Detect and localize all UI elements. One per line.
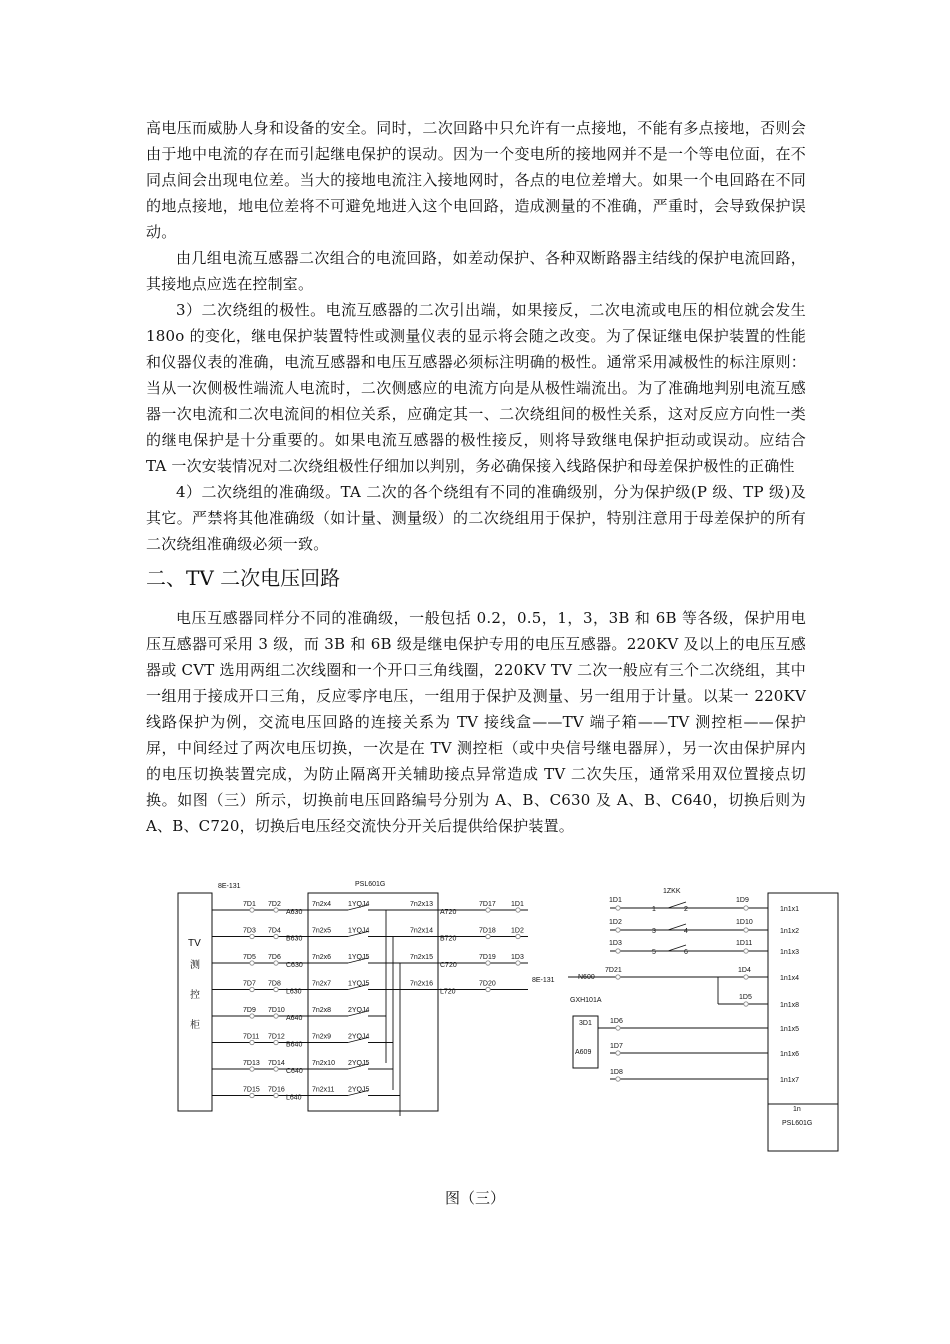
terminal [616, 906, 620, 910]
terminal-label: 7D6 [268, 954, 281, 961]
paragraph-3: 3）二次绕组的极性。电流互感器的二次引出端，如果接反，二次电流或电压的相位就会发生 180o 的变化，继电保护装置特性或测量仪表的显示将会随之改变。为了保证继电保护装置的性能和仪器仪表的准确，电流互感器和电压互感器必须标注明确的极性。通常采用减极性的标注原则：当从一次侧极性端流人电流时，二次侧感应的电流方向是从极性端流出。为了准确地判别电流互感器一次电流和二次电流间的相位关系，应确定其一、二次绕组间的极性关系，这对反应方向性一类的继电保护是十分重要的。如果电流互感器的极性接反，则将导致继电保护拒动或误动。应结合 TA 一次安装情况对二次绕组极性仔细加以判别，务必确保接入线路保护和母差保护极性的正确性 [146, 301, 806, 475]
cabinet-label-tv: TV [188, 938, 201, 949]
terminal-label: 7D18 [479, 927, 496, 935]
terminal-label: 7D13 [243, 1060, 260, 1067]
right-device-1n: 1n [793, 1106, 801, 1113]
terminal [250, 961, 254, 965]
gxh-label: GXH101A [570, 997, 602, 1004]
terminal-label: 7D1 [243, 901, 256, 908]
terminal [274, 1093, 278, 1097]
relay-label: 2YQJ4 [348, 1033, 370, 1041]
circuit-diagram [168, 868, 848, 1158]
terminal-label: 1D2 [609, 919, 622, 926]
terminal [616, 928, 620, 932]
section-heading: 二、TV 二次电压回路 [146, 566, 341, 590]
terminal [616, 949, 620, 953]
terminal [250, 908, 254, 912]
paragraph-4: 4）二次绕组的准确级。TA 二次的各个绕组有不同的准确级别，分为保护级(P 级、TP 级)及其它。严禁将其他准确级（如计量、测量级）的二次绕组用于保护，特别注意用于母差保护的所有二次绕组准确级必须一致。 [146, 483, 806, 553]
terminal [744, 975, 748, 979]
terminal-label: 1D2 [511, 927, 524, 935]
relay-label: 2YQJ5 [348, 1086, 370, 1094]
terminal-label: 7D12 [268, 1033, 285, 1041]
port-label: 7n2x14 [410, 927, 433, 935]
terminal [250, 1093, 254, 1097]
cabinet-label-3: 柜 [190, 1020, 200, 1031]
terminal [616, 975, 620, 979]
relay-term-a609: A609 [575, 1049, 592, 1056]
relay-label: 2YQJ4 [348, 1007, 370, 1014]
relay-label: 1YQJ4 [348, 901, 370, 908]
terminal-label: 1D7 [610, 1043, 623, 1050]
output-label: L720 [440, 988, 456, 996]
switch-pin: 1 [652, 906, 656, 913]
left-cabinet-id: 8E-131 [218, 883, 241, 890]
switch-pin: 5 [652, 949, 656, 956]
relay-label: 1YQJ4 [348, 927, 370, 935]
psl601g-right-box [768, 893, 838, 1151]
relay-label: 2YQJ5 [348, 1060, 370, 1067]
left-rows [212, 901, 528, 1102]
terminal [250, 934, 254, 938]
terminal [486, 934, 490, 938]
terminal-label: 7D7 [243, 980, 256, 988]
terminal-label: 7D15 [243, 1086, 260, 1094]
port-label: 7n2x15 [410, 954, 433, 961]
terminal [744, 949, 748, 953]
terminal-label: 1D6 [610, 1018, 623, 1025]
terminal-label: 1D1 [609, 897, 622, 904]
terminal [274, 1067, 278, 1071]
terminal-label: 7D20 [479, 980, 496, 988]
relay-label: 1YQJ5 [348, 980, 370, 988]
terminal [744, 928, 748, 932]
output-label: 1n1x8 [780, 1002, 800, 1009]
switch-pin: 2 [684, 906, 688, 913]
terminal [274, 961, 278, 965]
terminal [250, 987, 254, 991]
output-label: A720 [440, 909, 457, 916]
signal-label: B630 [286, 935, 303, 943]
signal-label: A630 [286, 909, 303, 916]
terminal-label: 1D3 [511, 954, 524, 961]
signal-label: L630 [286, 988, 302, 996]
terminal [486, 987, 490, 991]
terminal [744, 1002, 748, 1006]
port-label: 7n2x11 [312, 1086, 335, 1094]
circuit-diagram-svg [168, 868, 848, 1158]
output-label: 1n1x3 [780, 949, 800, 956]
switch-pin: 6 [684, 949, 688, 956]
terminal [516, 908, 520, 912]
terminal-label: 7D21 [605, 967, 622, 974]
terminal [616, 1026, 620, 1030]
paragraph-1: 高电压而威胁人身和设备的安全。同时，二次回路中只允许有一点接地，不能有多点接地，否则会由于地中电流的存在而引起继电保护的误动。因为一个变电所的接地网并不是一个等电位面，在不同点间会出现电位差。当大的接地电流注入接地网时，各点的电位差增大。如果一个电回路在不同的地点接地，地电位差将不可避免地进入这个电回路，造成测量的不准确，严重时，会导致保护误动。 [146, 119, 806, 241]
switch-pin: 4 [684, 928, 688, 935]
port-label: 7n2x13 [410, 901, 433, 908]
terminal-label: 1D3 [609, 940, 622, 947]
terminal-label: 7D2 [268, 901, 281, 908]
n600-label: N600 [578, 974, 595, 981]
output-label: 1n1x1 [780, 906, 800, 913]
terminal-label: 1D5 [739, 994, 752, 1001]
output-label: C720 [440, 962, 457, 969]
terminal-label: 1D11 [736, 940, 753, 947]
relay-label: 1YQJ5 [348, 954, 370, 961]
output-label: 1n1x4 [780, 975, 800, 982]
signal-label: A640 [286, 1015, 303, 1022]
terminal-label: 7D16 [268, 1086, 285, 1094]
terminal-label: 1D9 [736, 897, 749, 904]
figure-caption: 图（三） [444, 1189, 505, 1207]
terminal-label: 1D1 [511, 901, 524, 908]
terminal [274, 987, 278, 991]
psl601g-left-box [308, 893, 438, 1111]
terminal-label: 7D19 [479, 954, 496, 961]
terminal-label: 7D9 [243, 1007, 256, 1014]
terminal-label: 1D8 [610, 1069, 623, 1076]
terminal [616, 1077, 620, 1081]
paragraph-5: 电压互感器同样分不同的准确级，一般包括 0.2，0.5，1，3，3B 和 6B 等各级，保护用电压互感器可采用 3 级，而 3B 和 6B 级是继电保护专用的电压互感器。220KV 及以上的电压互感器或 CVT 选用两组二次线圈和一个开口三角线圈，220KV TV 二次一般应有三个二次绕组，其中一组用于接成开口三角，反应零序电压，一组用于保护及测量、另一组用于计量。以某一 220KV 线路保护为例，交流电压回路的连接关系为 TV 接线盒——TV 端子箱——TV 测控柜——保护屏，中间经过了两次电压切换，一次是在 TV 测控柜（或中央信号继电器屏），另一次由保护屏内的电压切换装置完成，为防止隔离开关辅助接点异常造成 TV 二次失压，通常采用双位置接点切换。如图（三）所示，切换前电压回路编号分别为 A、B、C630 及 A、B、C640，切换后则为 A、B、C720，切换后电压经交流快分开关后提供给保护装置。 [146, 609, 806, 835]
terminal [274, 1040, 278, 1044]
terminal [274, 1014, 278, 1018]
output-label: 1n1x2 [780, 928, 800, 935]
tv-cabinet-box [178, 893, 212, 1111]
terminal-label: 7D3 [243, 927, 256, 935]
cabinet-label-2: 控 [190, 990, 200, 1001]
terminal-label: 1D10 [736, 919, 753, 926]
left-device-label: PSL601G [355, 881, 386, 888]
port-label: 7n2x16 [410, 980, 433, 988]
terminal-label: 7D8 [268, 980, 281, 988]
switch-pin: 3 [652, 928, 656, 935]
port-label: 7n2x7 [312, 980, 332, 988]
terminal-label: 7D10 [268, 1007, 285, 1014]
port-label: 7n2x4 [312, 901, 332, 908]
signal-label: B640 [286, 1041, 303, 1049]
cabinet-label-1: 测 [190, 960, 200, 971]
terminal-label: 1D4 [738, 967, 751, 974]
terminal-label: 7D11 [243, 1033, 260, 1041]
terminal [516, 961, 520, 965]
paragraph-2: 由几组电流互感器二次组合的电流回路，如差动保护、各种双断路器主结线的保护电流回路，其接地点应选在控制室。 [146, 249, 806, 293]
right-rows [568, 897, 799, 1084]
terminal-label: 7D14 [268, 1060, 285, 1067]
switch-label: 1ZKK [663, 888, 681, 895]
body-text [146, 115, 806, 839]
terminal [250, 1040, 254, 1044]
port-label: 7n2x6 [312, 954, 332, 961]
output-label: B720 [440, 935, 457, 943]
right-cabinet-id: 8E-131 [532, 977, 555, 984]
port-label: 7n2x5 [312, 927, 332, 935]
right-device-psl: PSL601G [782, 1120, 813, 1127]
signal-label: C630 [286, 962, 303, 969]
terminal-label: 7D5 [243, 954, 256, 961]
port-label: 7n2x10 [312, 1060, 335, 1067]
terminal [486, 908, 490, 912]
terminal-label: 7D17 [479, 901, 496, 908]
terminal [274, 934, 278, 938]
terminal-label: 7D4 [268, 927, 281, 935]
port-label: 7n2x8 [312, 1007, 332, 1014]
output-label: 1n1x5 [780, 1026, 800, 1033]
output-label: 1n1x7 [780, 1077, 800, 1084]
terminal [486, 961, 490, 965]
terminal [616, 1051, 620, 1055]
output-label: 1n1x6 [780, 1051, 800, 1058]
signal-label: L640 [286, 1094, 302, 1102]
relay-term-3d1: 3D1 [579, 1020, 592, 1027]
terminal [516, 934, 520, 938]
port-label: 7n2x9 [312, 1033, 332, 1041]
terminal [250, 1067, 254, 1071]
terminal [744, 906, 748, 910]
signal-label: C640 [286, 1068, 303, 1075]
terminal [250, 1014, 254, 1018]
terminal [274, 908, 278, 912]
